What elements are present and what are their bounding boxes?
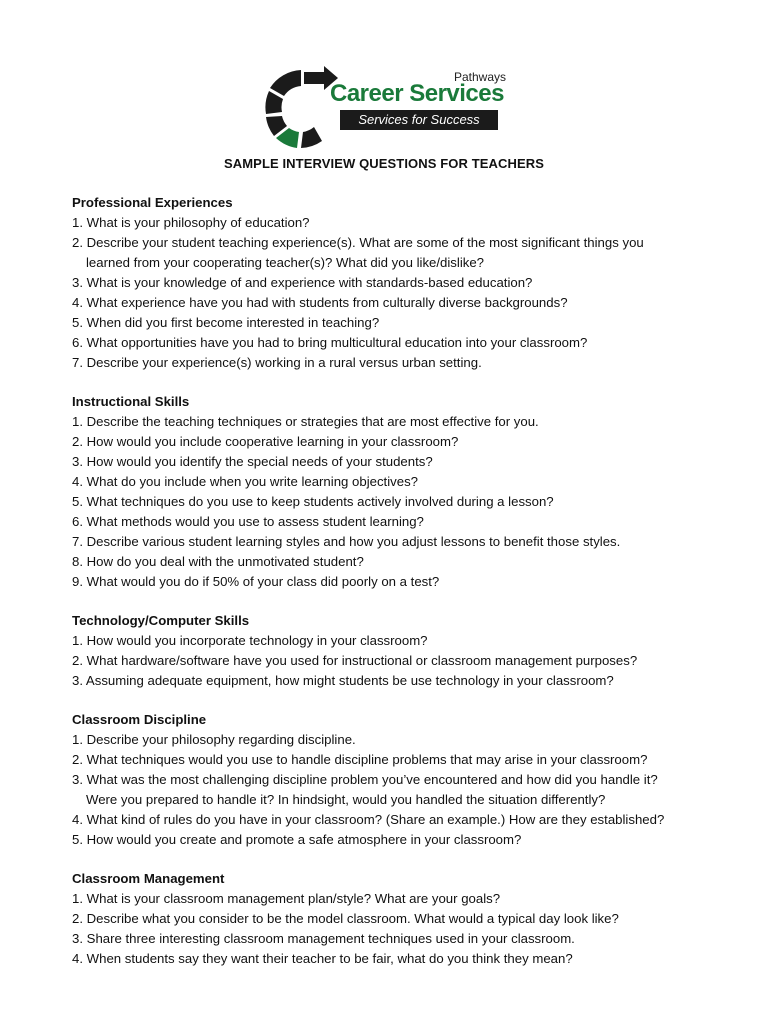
question-text: 3. Assuming adequate equipment, how might students be use technology in your classroom? (72, 673, 614, 688)
question-text: 7. Describe various student learning styles and how you adjust lessons to benefit those styles. (72, 534, 621, 549)
question-text: 5. When did you first become interested in teaching? (72, 315, 380, 330)
question-item (72, 472, 712, 492)
question-item (72, 770, 712, 810)
question-text: 2. How would you include cooperative learning in your classroom? (72, 434, 459, 449)
question-text: 6. What opportunities have you had to bring multicultural education into your classroom? (72, 335, 588, 350)
question-text: 3. What is your knowledge of and experience with standards-based education? (72, 275, 533, 290)
section (72, 193, 712, 373)
section (72, 710, 712, 850)
question-text: 2. What techniques would you use to handle discipline problems that may arise in your classroom? (72, 752, 648, 767)
question-item (72, 651, 712, 671)
question-text: 1. Describe the teaching techniques or strategies that are most effective for you. (72, 414, 539, 429)
question-item (72, 889, 712, 909)
page-title: SAMPLE INTERVIEW QUESTIONS FOR TEACHERS (223, 156, 545, 171)
question-item (72, 631, 712, 651)
question-text: 6. What methods would you use to assess student learning? (72, 514, 424, 529)
question-item (72, 671, 712, 691)
question-item (72, 412, 712, 432)
question-item (72, 572, 712, 592)
section (72, 392, 712, 592)
section-heading: Professional Experiences (72, 195, 233, 210)
question-item (72, 452, 712, 472)
question-text: 4. What experience have you had with students from culturally diverse backgrounds? (72, 295, 568, 310)
question-item (72, 929, 712, 949)
section-heading: Instructional Skills (72, 394, 190, 409)
question-text: 1. Describe your philosophy regarding discipline. (72, 732, 356, 747)
section-heading: Technology/Computer Skills (72, 613, 250, 628)
question-text: 5. What techniques do you use to keep students actively involved during a lesson? (72, 494, 554, 509)
section-heading: Classroom Discipline (72, 712, 207, 727)
question-continuation: learned from your cooperating teacher(s)? What did you like/dislike? (86, 255, 485, 270)
question-text: 1. What is your philosophy of education? (72, 215, 310, 230)
logo-emblem-icon (264, 66, 338, 152)
section-heading: Classroom Management (72, 871, 225, 886)
logo-main-text: Career Services (330, 80, 504, 107)
question-item (72, 213, 712, 233)
question-item (72, 532, 712, 552)
section (72, 869, 712, 969)
question-text: 2. What hardware/software have you used for instructional or classroom management purposes? (72, 653, 638, 668)
question-text: 4. When students say they want their teacher to be fair, what do you think they mean? (72, 951, 573, 966)
logo-pathways-text: Pathways (454, 70, 507, 84)
question-text: 9. What would you do if 50% of your class did poorly on a test? (72, 574, 440, 589)
question-text: 5. How would you create and promote a safe atmosphere in your classroom? (72, 832, 522, 847)
question-text: 3. What was the most challenging discipline problem you’ve encountered and how did you handle it? (72, 772, 658, 787)
question-item (72, 909, 712, 929)
question-text: 1. How would you incorporate technology in your classroom? (72, 633, 428, 648)
question-text: 3. How would you identify the special needs of your students? (72, 454, 433, 469)
question-item (72, 333, 712, 353)
question-text: 2. Describe your student teaching experience(s). What are some of the most significant things you (72, 235, 644, 250)
question-item (72, 830, 712, 850)
question-item (72, 273, 712, 293)
question-text: 2. Describe what you consider to be the model classroom. What would a typical day look like? (72, 911, 619, 926)
question-text: 4. What do you include when you write learning objectives? (72, 474, 419, 489)
logo-tagline: Services for Success (340, 110, 498, 130)
question-text: 8. How do you deal with the unmotivated student? (72, 554, 364, 569)
question-item (72, 432, 712, 452)
question-item (72, 293, 712, 313)
question-item (72, 552, 712, 572)
career-services-logo (264, 66, 507, 152)
question-text: 1. What is your classroom management plan/style? What are your goals? (72, 891, 501, 906)
question-item (72, 949, 712, 969)
question-sections (72, 193, 712, 988)
section (72, 611, 712, 691)
question-text: 7. Describe your experience(s) working in a rural versus urban setting. (72, 355, 482, 370)
question-item (72, 512, 712, 532)
question-item (72, 233, 712, 273)
question-text: 3. Share three interesting classroom management techniques used in your classroom. (72, 931, 575, 946)
question-item (72, 313, 712, 333)
question-item (72, 750, 712, 770)
question-item (72, 492, 712, 512)
question-item (72, 353, 712, 373)
question-item (72, 810, 712, 830)
question-item (72, 730, 712, 750)
question-continuation: Were you prepared to handle it? In hindsight, would you handled the situation differently? (86, 792, 606, 807)
question-text: 4. What kind of rules do you have in your classroom? (Share an example.) How are they established? (72, 812, 665, 827)
